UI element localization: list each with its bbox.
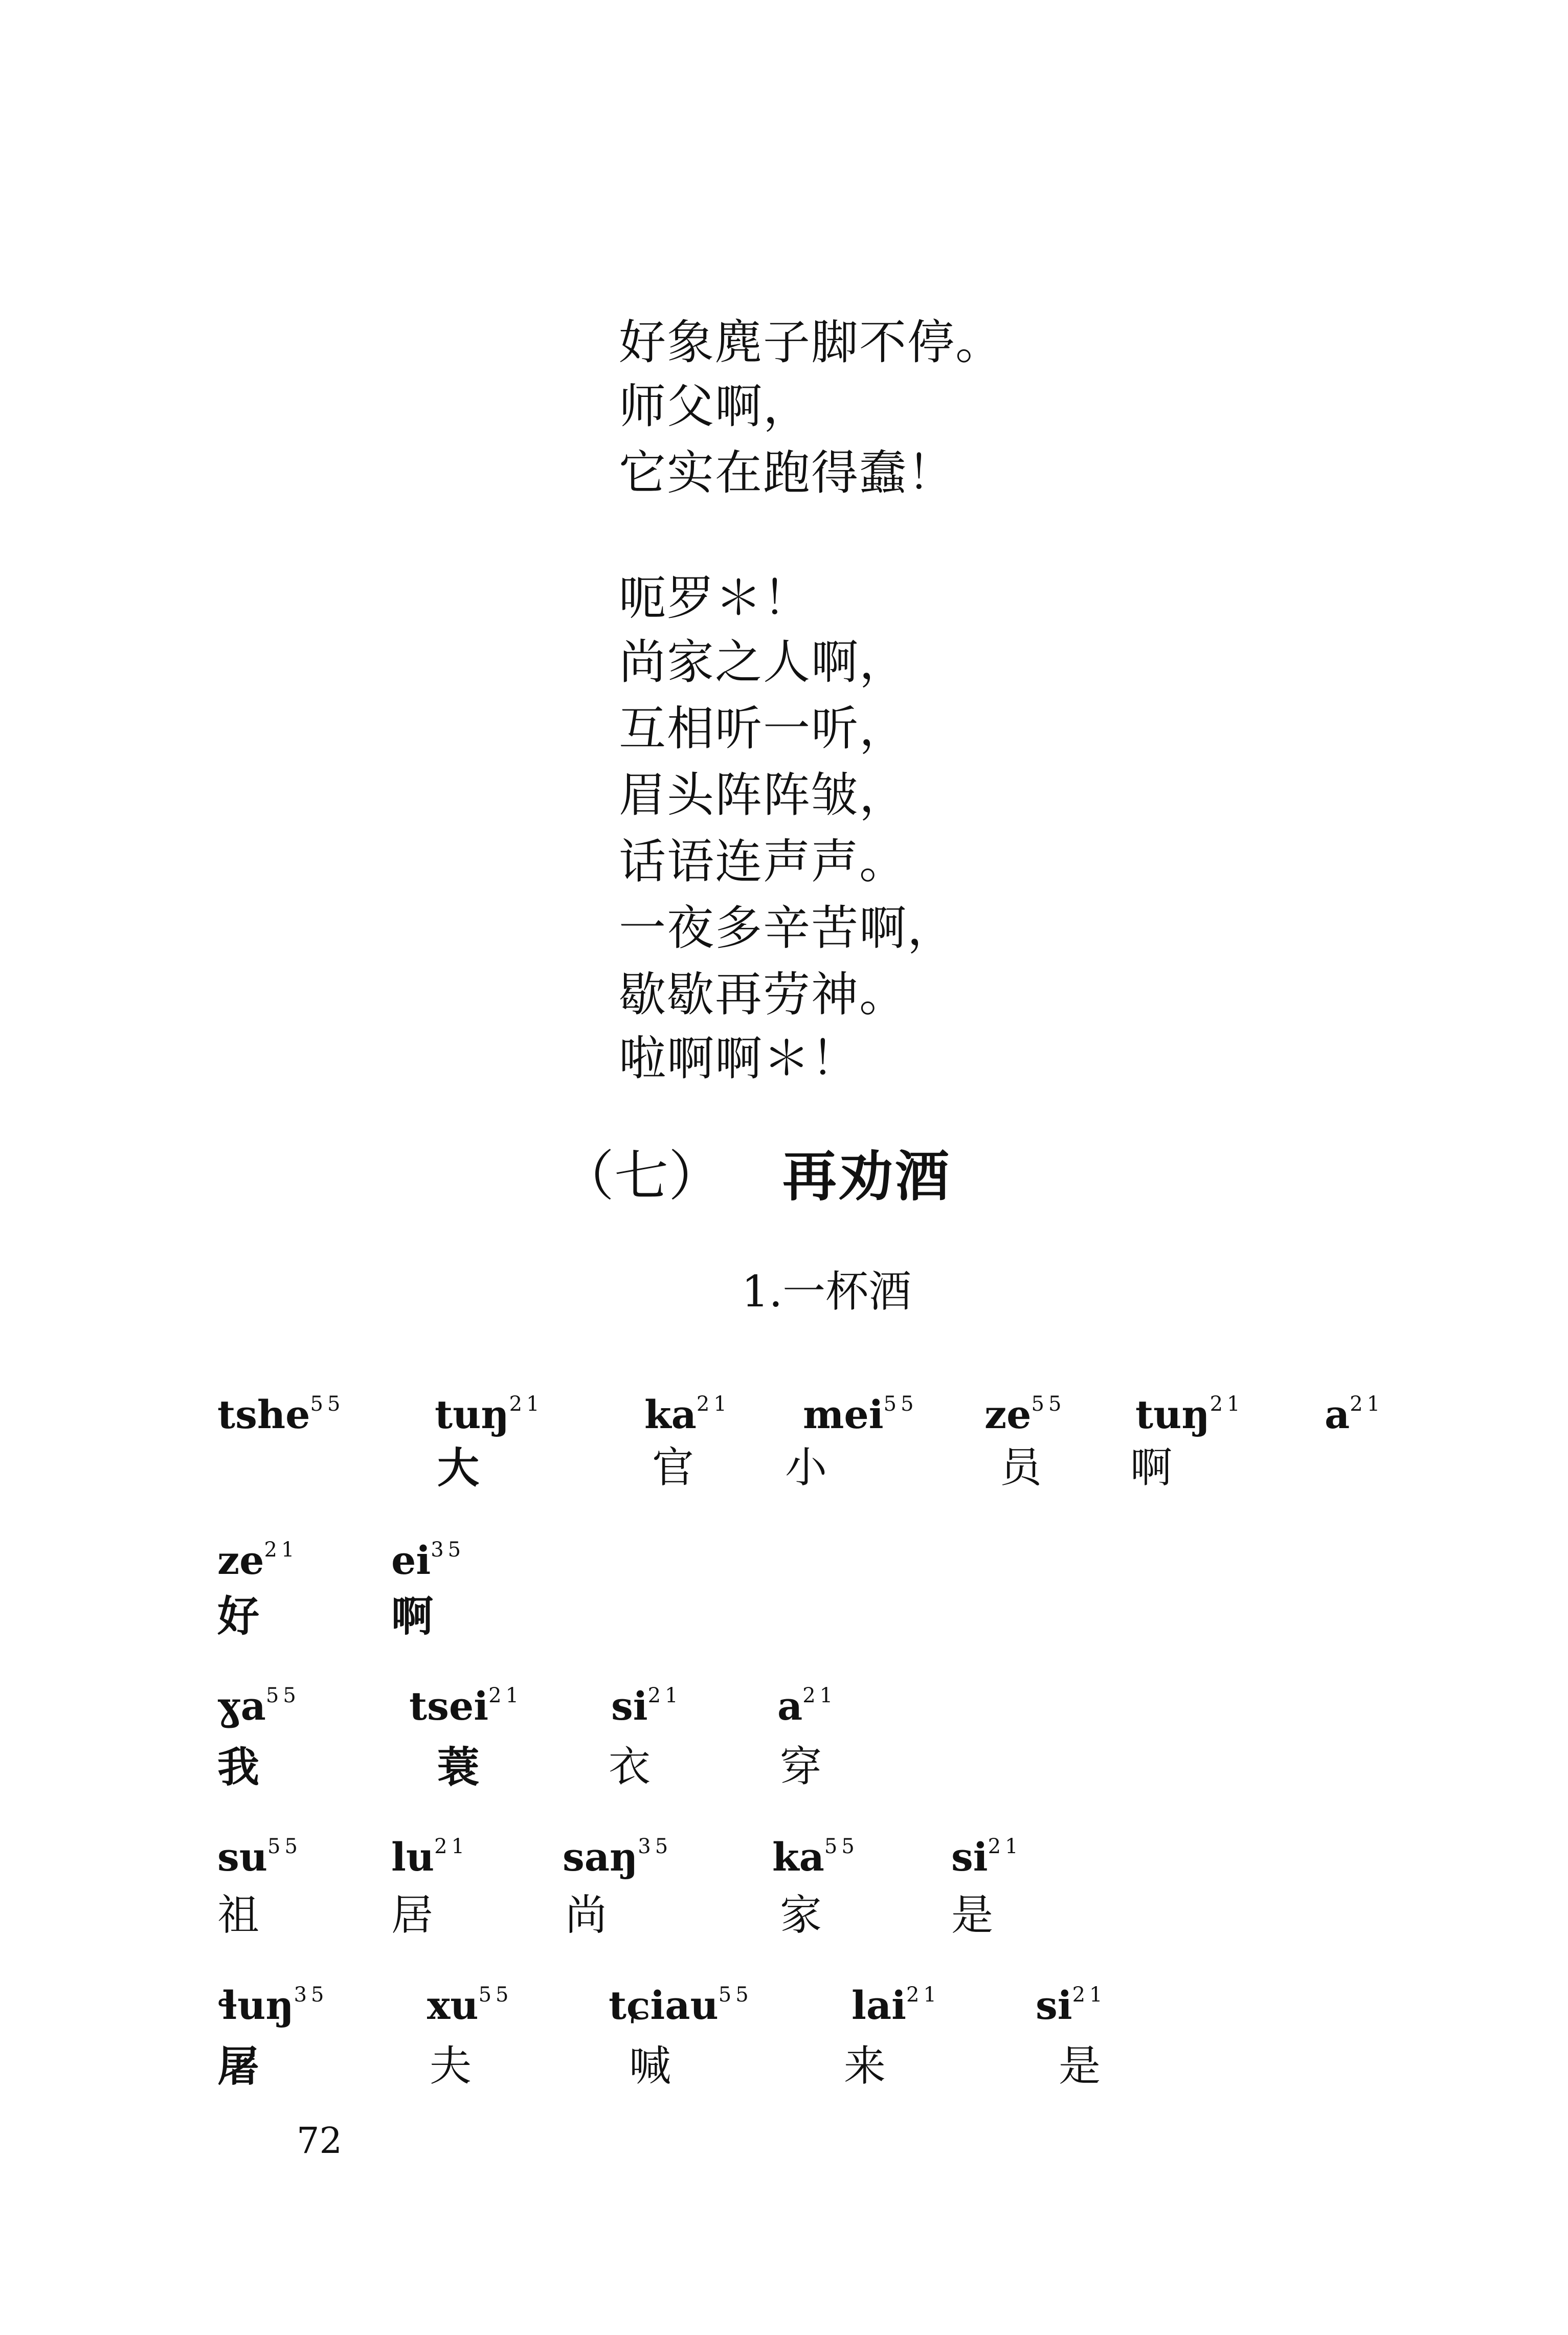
gloss-char: 啊 [391,1592,434,1641]
section-number: （七） [560,1145,723,1208]
gloss-row [0,1588,1568,1655]
gloss-char: 是 [1059,2042,1101,2091]
gloss-row [0,1440,1568,1506]
poem-line: 歇歇再劳神。 [619,967,908,1022]
gloss-char: 啊 [1130,1443,1173,1492]
gloss-char: 好 [217,1592,260,1641]
romanization-row [0,1522,1568,1588]
syllable: saŋ$^{35}$ [563,1834,673,1880]
gloss-row [0,1739,1568,1806]
syllable: $a^{21}$ [777,1683,837,1729]
syllable: $si^{21}$ [951,1834,1022,1880]
syllable: $su^{55}$ [217,1834,302,1880]
syllable: $ei^{35}$ [391,1538,465,1583]
syllable: tɕiau$^{55}$ [609,1983,753,2028]
gloss-row [0,1887,1568,1954]
syllable: $lu^{21}$ [391,1834,469,1880]
gloss-char: 员 [1000,1443,1042,1492]
gloss-char: 祖 [217,1891,260,1940]
syllable: $a^{21}$ [1325,1392,1384,1437]
gloss-char: 蓑 [437,1743,480,1792]
romanization-row [0,1667,1568,1734]
syllable: lai$^{21}$ [852,1983,940,2028]
syllable: tuŋ$^{21}$ [1135,1392,1244,1437]
syllable: $ze^{21}$ [217,1538,299,1583]
gloss-char: 屠 [217,2042,260,2091]
syllable: tshe$^{55}$ [217,1392,345,1437]
poem-line: 啦啊啊＊！ [619,1031,860,1086]
romanization-row [0,1967,1568,2033]
syllable: $si^{21}$ [611,1683,682,1729]
poem-line: 尚家之人啊， [619,635,908,690]
gloss-char: 是 [951,1891,994,1940]
poem-line: 话语连声声。 [619,834,908,889]
gloss-row [0,2038,1568,2105]
page-number: 72 [297,2120,343,2162]
poem-line: 好象麂子脚不停。 [619,315,1004,370]
gloss-char: 衣 [609,1743,651,1791]
gloss-char: 官 [652,1443,695,1492]
gloss-char: 喊 [629,2042,671,2091]
romanization-row [0,1376,1568,1442]
syllable: $ka^{21}$ [644,1392,731,1437]
poem-line: 眉头阵阵皱， [619,768,908,822]
syllable: $xu^{55}$ [427,1983,513,2028]
syllable: $si^{21}$ [1036,1983,1107,2028]
section-title: 再劝酒 [782,1144,951,1208]
syllable: $ka^{55}$ [772,1834,859,1880]
gloss-char: 居 [391,1891,434,1940]
syllable: tsei$^{21}$ [409,1683,523,1729]
gloss-char: 来 [844,2042,886,2091]
poem-line: 师父啊， [619,379,812,434]
romanization-row [0,1818,1568,1885]
gloss-char: 我 [217,1743,260,1792]
gloss-char: 家 [780,1891,822,1940]
subsection-title: 1.一杯酒 [742,1266,912,1317]
gloss-char: 穿 [780,1743,822,1791]
syllable: ɣa$^{55}$ [217,1683,300,1729]
section-heading [0,1141,1568,1222]
syllable: $ze^{55}$ [984,1392,1066,1437]
poem-line: 一夜多辛苦啊， [619,901,956,955]
poem-line: 互相听一听， [619,701,908,756]
gloss-char: 夫 [430,2042,472,2091]
poem-line: 呃罗＊！ [619,571,812,626]
gloss-char: 大 [437,1443,480,1493]
syllable: mei$^{55}$ [803,1392,918,1437]
syllable: ɬuŋ$^{35}$ [217,1983,328,2028]
gloss-char: 尚 [565,1891,608,1940]
poem-line: 它实在跑得蠢！ [619,446,956,500]
gloss-char: 小 [785,1443,827,1492]
syllable: tuŋ$^{21}$ [435,1392,544,1437]
